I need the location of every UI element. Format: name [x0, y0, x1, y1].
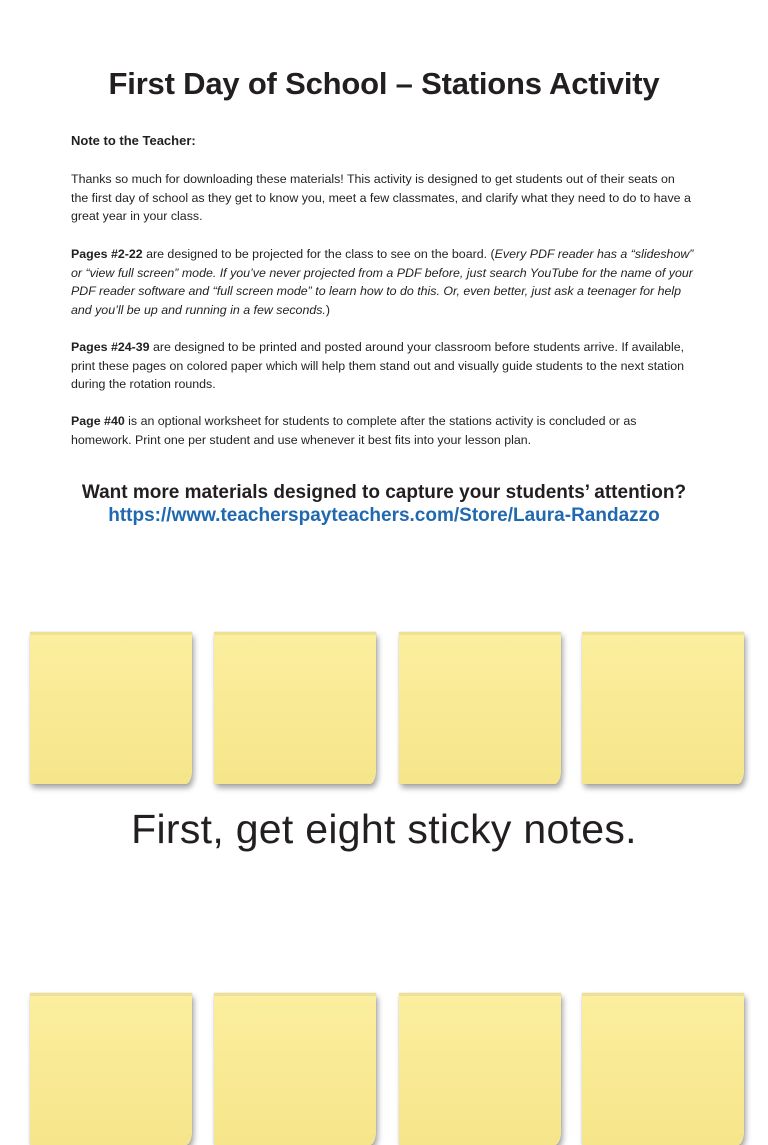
- sticky-note: [214, 993, 376, 1145]
- sticky-note: [30, 632, 192, 784]
- worksheet-paragraph: [71, 412, 695, 449]
- pages-24-39-label: Pages #24-39: [71, 340, 150, 354]
- projection-text: are designed to be projected for the class to see on the board. (: [142, 247, 495, 261]
- sticky-note: [582, 632, 744, 784]
- sticky-note: [399, 993, 561, 1145]
- sticky-note: [582, 993, 744, 1145]
- intro-paragraph: Thanks so much for downloading these materials! This activity is designed to get students out of their seats on the first day of school as they get to know you, meet a few classmates, and clarify what they need to do to have a great year in your class.: [71, 172, 691, 223]
- page-title: First Day of School – Stations Activity: [108, 66, 660, 101]
- cta-heading: Want more materials designed to capture your students’ attention?: [81, 482, 687, 503]
- sticky-note: [399, 632, 561, 784]
- note-heading: Note to the Teacher:: [71, 133, 196, 148]
- sticky-note: [214, 632, 376, 784]
- projection-close: ): [325, 302, 331, 317]
- page-40-label: Page #40: [71, 414, 125, 428]
- store-link[interactable]: https://www.teacherspayteachers.com/Store/Laura-Randazzo: [108, 505, 660, 526]
- print-text: are designed to be printed and posted around your classroom before students arrive. If available, print these pages on colored paper which will help them stand out and visually guide students to the next station during the rotation rounds.: [71, 340, 685, 391]
- sticky-note: [30, 993, 192, 1145]
- projection-paragraph: [71, 245, 695, 319]
- projection-tip: Every PDF reader has a “slideshow” or “view full screen” mode. If you’ve never projected from a PDF before, just search YouTube for the name of your PDF reader software and “full screen mode” to learn how to do this. Or, even better, just ask a teenager for help and you’ll be up and running in a few seconds.: [71, 247, 694, 317]
- worksheet-text: is an optional worksheet for students to complete after the stations activity is concluded or as homework. Print one per student and use whenever it best fits into your lesson plan.: [71, 414, 637, 447]
- pages-2-22-label: Pages #2-22: [71, 247, 143, 261]
- instruction-text: First, get eight sticky notes.: [131, 806, 637, 852]
- print-paragraph: [71, 338, 695, 394]
